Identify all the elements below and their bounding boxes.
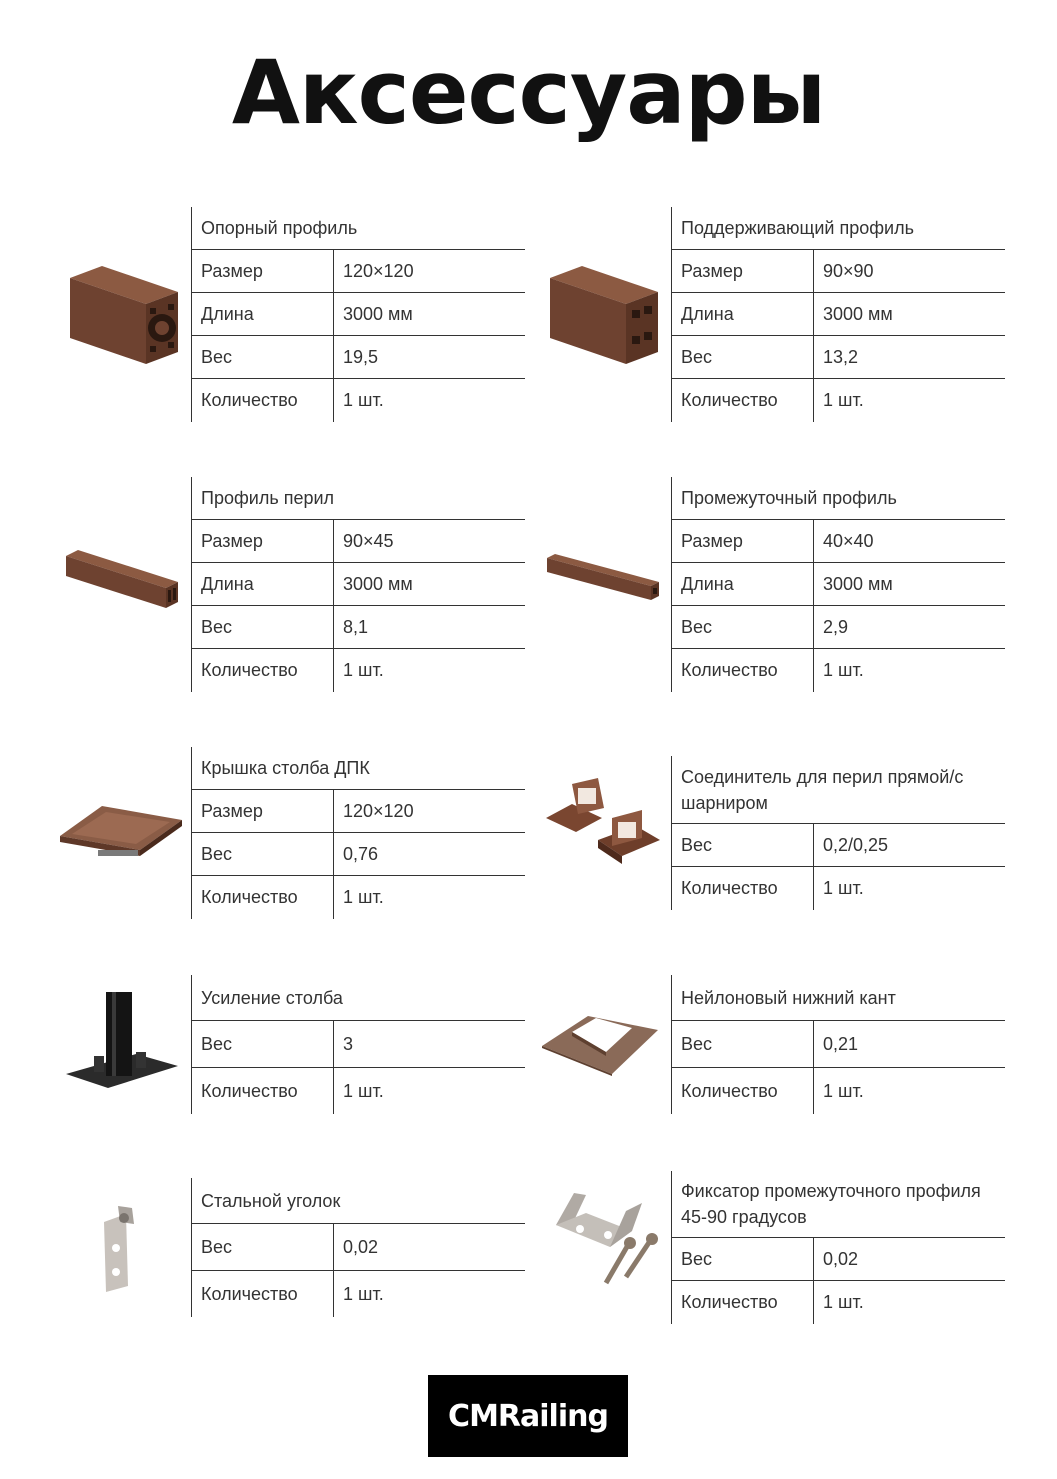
row-key: Вес	[672, 1021, 814, 1067]
row-key: Вес	[672, 1238, 814, 1280]
post-cap-icon	[58, 802, 184, 865]
post-reinforcement-icon	[64, 990, 180, 1093]
row-key: Количество	[192, 379, 334, 422]
table-row	[192, 649, 525, 692]
table-row	[192, 1068, 525, 1114]
intermediate-profile-icon	[543, 552, 661, 609]
product-name: Стальной уголок	[192, 1178, 525, 1224]
table-row	[192, 379, 525, 422]
page-title: Аксессуары	[231, 41, 826, 144]
product-table	[191, 1178, 525, 1317]
row-value: 1 шт.	[343, 1283, 384, 1304]
row-value: 0,76	[343, 843, 379, 864]
row-key: Длина	[672, 293, 814, 335]
row-key: Количество	[672, 1068, 814, 1114]
table-row	[672, 867, 1005, 910]
table-row	[192, 606, 525, 649]
row-value: 90×90	[823, 260, 874, 281]
supporting-profile-icon	[542, 262, 660, 371]
row-key: Количество	[192, 1271, 334, 1317]
row-key: Длина	[672, 563, 814, 605]
row-value: 2,9	[823, 616, 849, 637]
table-row	[192, 833, 525, 876]
table-row	[672, 1281, 1005, 1324]
product-table	[191, 747, 525, 919]
row-value: 3000 мм	[823, 573, 893, 594]
table-row	[192, 293, 525, 336]
table-row	[672, 336, 1005, 379]
product-name: Промежуточный профиль	[672, 477, 1005, 520]
product-name: Крышка столба ДПК	[192, 747, 525, 790]
product-name: Профиль перил	[192, 477, 525, 520]
row-value: 40×40	[823, 530, 874, 551]
railing-profile-icon	[62, 548, 180, 615]
row-key: Длина	[192, 293, 334, 335]
table-row	[672, 1021, 1005, 1068]
row-value: 1 шт.	[343, 390, 384, 410]
row-key: Вес	[192, 833, 334, 875]
row-key: Количество	[672, 1281, 814, 1324]
row-value: 120×120	[343, 800, 414, 821]
row-key: Вес	[192, 336, 334, 378]
row-value: 0,02	[343, 1236, 379, 1257]
product-name: Поддерживающий профиль	[672, 207, 1005, 250]
row-value: 13,2	[823, 346, 859, 367]
product-table	[191, 477, 525, 692]
table-row	[192, 1224, 525, 1271]
row-key: Размер	[672, 250, 814, 292]
product-name: Усиление столба	[192, 975, 525, 1021]
table-row	[672, 1068, 1005, 1114]
table-row	[672, 379, 1005, 422]
steel-angle-icon	[98, 1202, 138, 1299]
row-key: Вес	[672, 824, 814, 866]
table-row	[672, 250, 1005, 293]
row-value: 1 шт.	[823, 660, 864, 680]
product-table	[191, 975, 525, 1114]
row-key: Вес	[192, 606, 334, 648]
row-value: 3000 мм	[823, 303, 893, 324]
row-key: Вес	[192, 1224, 334, 1270]
row-value: 0,21	[823, 1033, 859, 1054]
row-value: 0,2/0,25	[823, 834, 889, 855]
table-row	[672, 824, 1005, 867]
table-row	[192, 876, 525, 919]
table-row	[192, 1271, 525, 1317]
table-row	[672, 649, 1005, 692]
product-table	[671, 1171, 1005, 1324]
product-table	[671, 477, 1005, 692]
table-row	[192, 1021, 525, 1068]
product-name: Нейлоновый нижний кант	[672, 975, 1005, 1021]
profile-clip-icon	[546, 1185, 666, 1294]
row-key: Вес	[192, 1021, 334, 1067]
table-row	[672, 520, 1005, 563]
product-name: Фиксатор промежуточного профиля 45-90 градусов	[672, 1171, 1005, 1238]
row-value: 3000 мм	[343, 303, 413, 324]
row-key: Вес	[672, 336, 814, 378]
row-key: Количество	[192, 876, 334, 919]
table-row	[672, 293, 1005, 336]
row-key: Длина	[192, 563, 334, 605]
row-value: 120×120	[343, 260, 414, 281]
row-key: Количество	[192, 1068, 334, 1114]
table-row	[192, 563, 525, 606]
row-value: 0,02	[823, 1248, 859, 1269]
nylon-base-trim-icon	[540, 1012, 660, 1081]
table-row	[192, 520, 525, 563]
railing-connector-icon	[542, 778, 662, 881]
row-value: 1 шт.	[823, 390, 864, 410]
row-value: 1 шт.	[343, 887, 384, 907]
table-row	[672, 606, 1005, 649]
row-key: Вес	[672, 606, 814, 648]
row-key: Количество	[672, 379, 814, 422]
row-value: 3000 мм	[343, 573, 413, 594]
row-value: 1 шт.	[343, 660, 384, 680]
row-value: 3	[343, 1033, 354, 1054]
brand-logo[interactable]	[428, 1375, 628, 1457]
support-post-profile-icon	[62, 262, 180, 371]
brand-logo-text: CMRailing	[448, 1398, 608, 1434]
row-value: 19,5	[343, 346, 379, 367]
product-name: Соединитель для перил прямой/с шарниром	[672, 756, 1005, 824]
row-key: Размер	[672, 520, 814, 562]
row-key: Количество	[672, 649, 814, 692]
table-row	[192, 336, 525, 379]
row-value: 1 шт.	[823, 1080, 864, 1101]
row-value: 90×45	[343, 530, 394, 551]
product-table	[671, 975, 1005, 1114]
row-key: Количество	[672, 867, 814, 910]
table-row	[192, 250, 525, 293]
product-name: Опорный профиль	[192, 207, 525, 250]
row-value: 8,1	[343, 616, 369, 637]
row-key: Количество	[192, 649, 334, 692]
product-table	[671, 207, 1005, 422]
row-value: 1 шт.	[343, 1080, 384, 1101]
table-row	[672, 1238, 1005, 1281]
row-key: Размер	[192, 250, 334, 292]
table-row	[672, 563, 1005, 606]
row-value: 1 шт.	[823, 878, 864, 898]
product-table	[671, 756, 1005, 910]
table-row	[192, 790, 525, 833]
row-value: 1 шт.	[823, 1292, 864, 1312]
row-key: Размер	[192, 790, 334, 832]
product-table	[191, 207, 525, 422]
row-key: Размер	[192, 520, 334, 562]
